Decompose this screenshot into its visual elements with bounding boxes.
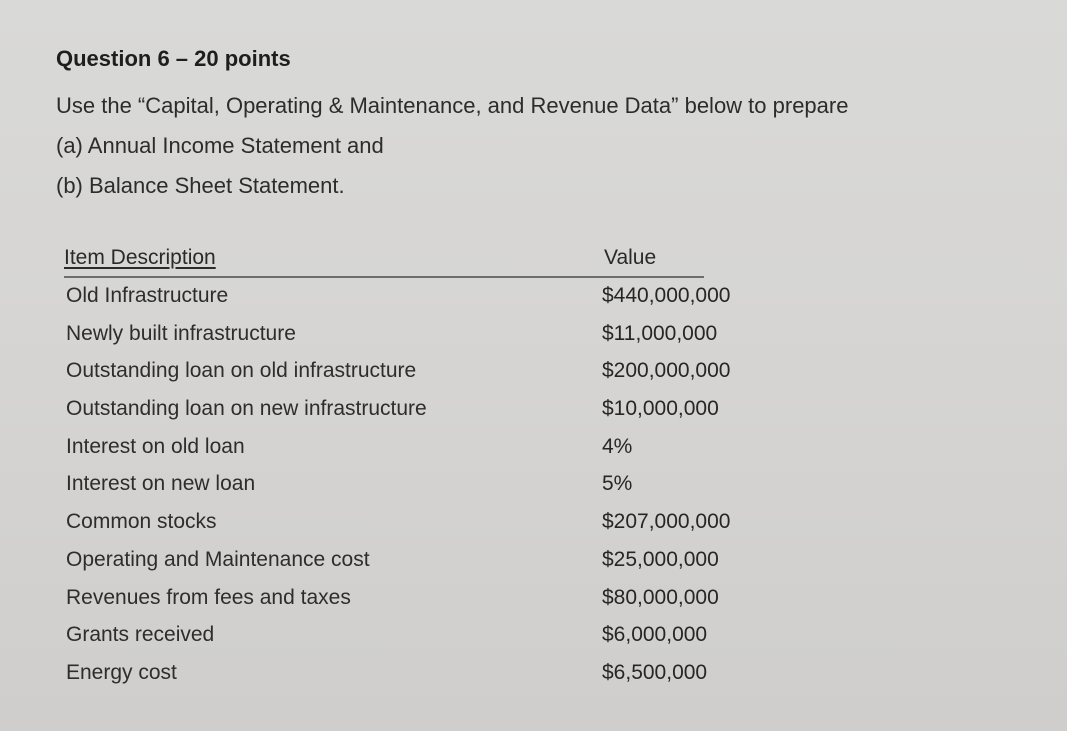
table-row [64, 391, 764, 429]
row-item: Interest on new loan [66, 472, 256, 496]
row-value: $11,000,000 [602, 321, 718, 345]
row-item: Newly built infrastructure [66, 321, 296, 345]
row-value: $10,000,000 [602, 397, 719, 421]
row-value: $6,500,000 [602, 660, 708, 684]
table-row [64, 278, 764, 316]
table-row [64, 655, 764, 693]
table-header-row [64, 246, 704, 278]
question-header [56, 44, 1036, 206]
row-item: Common stocks [66, 510, 217, 534]
row-value: $200,000,000 [602, 359, 731, 383]
column-header-item-description: Item Description [64, 246, 216, 269]
table-row [64, 429, 764, 467]
question-part-b: (b) Balance Sheet Statement. [56, 173, 345, 198]
question-part-a: (a) Annual Income Statement and [56, 133, 384, 158]
row-item: Outstanding loan on old infrastructure [66, 359, 417, 383]
row-value: 4% [602, 434, 633, 458]
row-item: Outstanding loan on new infrastructure [66, 397, 427, 421]
row-value: $207,000,000 [602, 510, 731, 534]
row-value: $80,000,000 [602, 585, 719, 609]
row-value: $6,000,000 [602, 623, 708, 647]
row-item: Energy cost [66, 660, 177, 684]
data-table [64, 246, 764, 693]
table-row [64, 504, 764, 542]
table-row [64, 353, 764, 391]
row-item: Revenues from fees and taxes [66, 585, 351, 609]
question-title: Question 6 – 20 points [56, 46, 291, 71]
table-row [64, 617, 764, 655]
row-item: Old Infrastructure [66, 284, 229, 307]
table-row [64, 466, 764, 504]
row-value: $25,000,000 [602, 547, 719, 571]
row-item: Interest on old loan [66, 434, 245, 458]
row-item: Operating and Maintenance cost [66, 547, 370, 571]
column-header-value: Value [604, 246, 657, 269]
table-row [64, 580, 764, 618]
row-value: $440,000,000 [602, 284, 731, 307]
table-row [64, 542, 764, 580]
row-value: 5% [602, 472, 633, 496]
table-row [64, 316, 764, 354]
question-intro: Use the “Capital, Operating & Maintenance, and Revenue Data” below to prepare [56, 93, 849, 118]
row-item: Grants received [66, 623, 215, 647]
